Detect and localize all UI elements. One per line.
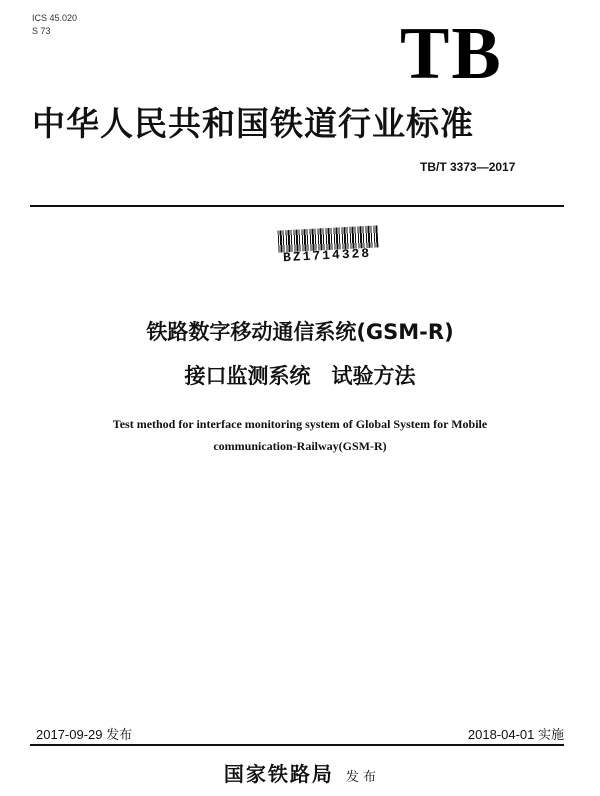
header-divider [30, 205, 564, 207]
title-english-line1: Test method for interface monitoring system of Global System for Mobile [112, 417, 488, 431]
standard-number: TB/T 3373—2017 [420, 160, 516, 174]
ccs-code: S 73 [32, 26, 51, 36]
title-english-line2: communication-Railway(GSM-R) [213, 439, 387, 453]
footer-divider [30, 744, 564, 746]
barcode-number: BZ1714328 [282, 245, 372, 266]
classification-codes [32, 12, 77, 38]
publisher-name: 国家铁路局 [223, 762, 334, 786]
title-chinese-line2: 接口监测系统 试验方法 [184, 364, 416, 388]
ics-code: ICS 45.020 [32, 13, 78, 23]
implementation-date: 2018-04-01 实施 [467, 727, 564, 742]
publisher [0, 758, 600, 787]
tb-logo: TB [400, 13, 503, 95]
issue-date: 2017-09-29 发布 [36, 727, 133, 742]
publisher-verb: 发 布 [345, 770, 377, 785]
title-chinese-line1: 铁路数字移动通信系统(GSM-R) [146, 320, 454, 344]
issuing-authority-heading: 中华人民共和国铁道行业标准 [32, 104, 474, 143]
